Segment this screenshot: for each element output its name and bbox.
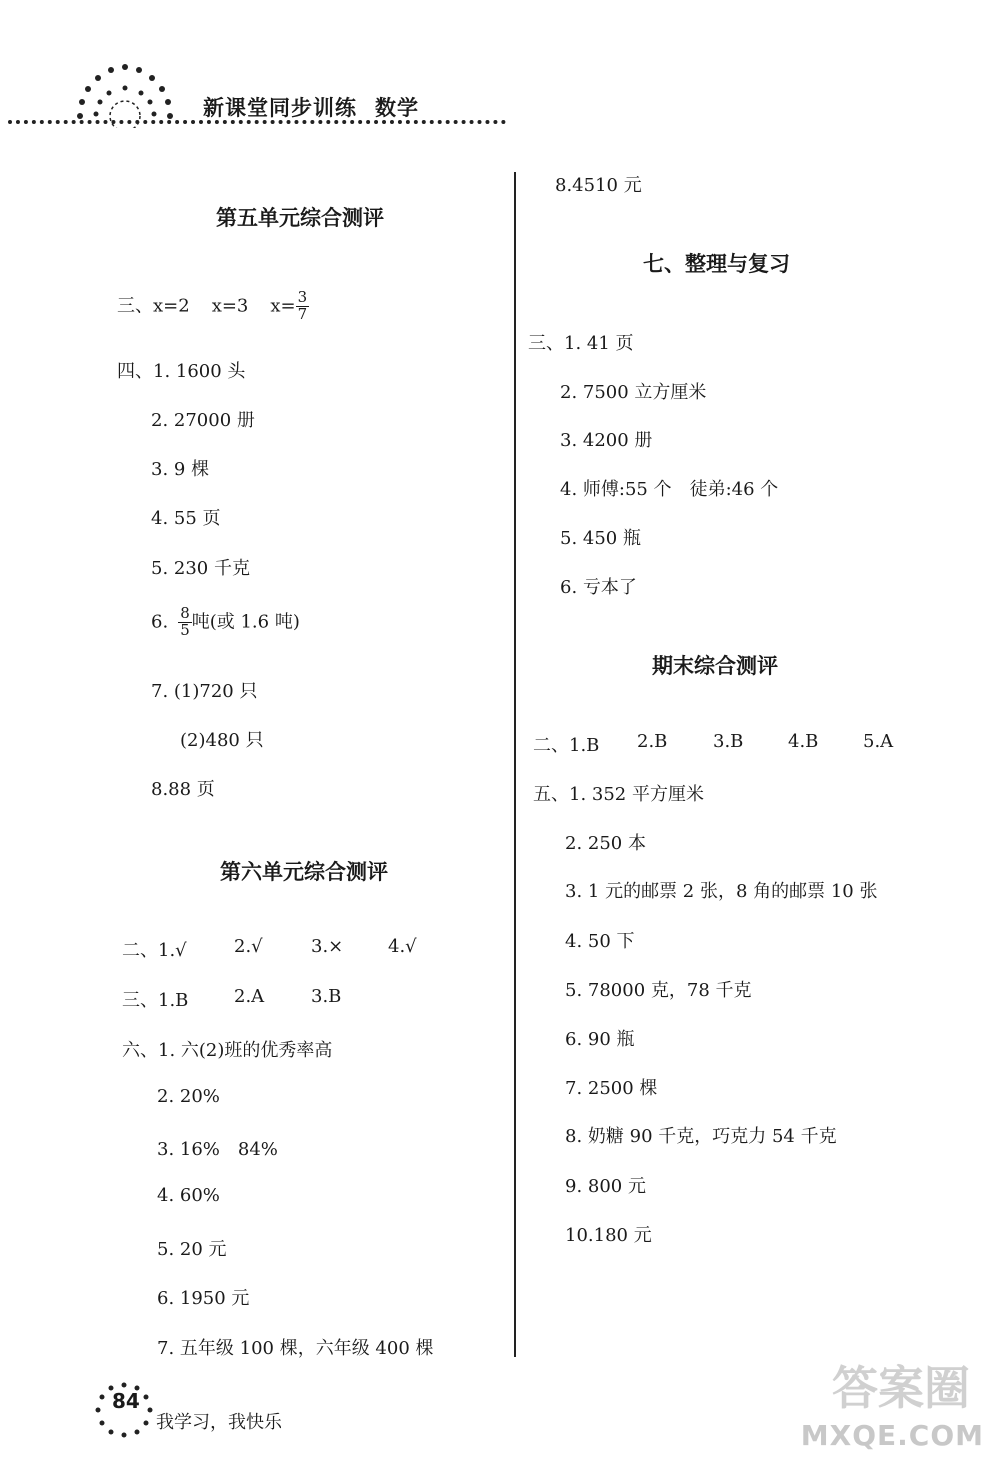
watermark-site: MXQE.COM xyxy=(800,1419,984,1452)
unit6-r2-3: 3.× xyxy=(311,936,344,957)
unit6-r2-1: 二、1.√ xyxy=(122,940,187,961)
final-r2-3: 3.B xyxy=(713,731,744,752)
final-l3: 3. 1 元的邮票 2 张，8 角的邮票 10 张 xyxy=(565,881,878,902)
fraction: $\frac{8}{5}$ xyxy=(180,604,190,639)
final-r2-5: 5.A xyxy=(863,731,894,752)
unit6-q6-4: 4. 60% xyxy=(157,1185,220,1206)
unit6-q6-2: 2. 20% xyxy=(157,1086,220,1107)
unit6-r2-4: 4.√ xyxy=(388,936,417,957)
header-title xyxy=(203,92,419,122)
header-dotted-rule xyxy=(8,120,506,124)
review-l3: 3. 4200 册 xyxy=(560,430,653,451)
review-l2: 2. 7500 立方厘米 xyxy=(560,382,707,403)
unit5-q3-c: x= xyxy=(270,295,296,317)
footer-slogan: 我学习，我快乐 xyxy=(156,1412,282,1433)
unit6-q6-3: 3. 16% 84% xyxy=(157,1139,278,1160)
unit5-q3-a: 三、x=2 xyxy=(117,295,190,317)
final-heading: 期末综合测评 xyxy=(652,653,778,678)
unit5-q3-b: x=3 xyxy=(211,295,249,317)
unit6-q6-6: 6. 1950 元 xyxy=(157,1288,250,1309)
final-r2-2: 2.B xyxy=(637,731,668,752)
review-l5: 5. 450 瓶 xyxy=(560,528,641,549)
final-l7: 7. 2500 棵 xyxy=(565,1078,658,1099)
final-l10: 10.180 元 xyxy=(565,1225,652,1246)
unit6-q6-7: 7. 五年级 100 棵，六年级 400 棵 xyxy=(157,1338,434,1359)
fraction: $\frac{3}{7}$ xyxy=(297,288,308,323)
final-l1: 五、1. 352 平方厘米 xyxy=(533,784,704,805)
unit6-heading: 第六单元综合测评 xyxy=(220,859,388,884)
review-heading: 七、整理与复习 xyxy=(643,251,790,276)
final-r2-1: 二、1.B xyxy=(533,735,600,756)
unit5-q4-5: 5. 230 千克 xyxy=(151,558,250,579)
unit5-q4-4: 4. 55 页 xyxy=(151,508,221,529)
unit5-q3 xyxy=(117,290,309,323)
unit5-q4-2: 2. 27000 册 xyxy=(151,410,255,431)
unit6-r3-3: 3.B xyxy=(311,986,342,1007)
final-l5: 5. 78000 克，78 千克 xyxy=(565,980,752,1001)
final-r2-4: 4.B xyxy=(788,731,819,752)
unit5-q4-8: 8.88 页 xyxy=(151,779,215,800)
final-l6: 6. 90 瓶 xyxy=(565,1029,635,1050)
header-dot-arc-icon xyxy=(60,58,190,128)
page-number: 84 xyxy=(112,1389,140,1413)
final-l8: 8. 奶糖 90 千克，巧克力 54 千克 xyxy=(565,1126,837,1147)
unit5-q4-7b: (2)480 只 xyxy=(180,730,264,751)
book-title: 新课堂同步训练 xyxy=(203,96,357,120)
final-l2: 2. 250 本 xyxy=(565,833,646,854)
unit5-q4-3: 3. 9 棵 xyxy=(151,459,210,480)
unit6-q6-5: 5. 20 元 xyxy=(157,1239,227,1260)
unit6-q6-1: 六、1. 六(2)班的优秀率高 xyxy=(122,1040,333,1061)
review-l4: 4. 师傅:55 个 徒弟:46 个 xyxy=(560,479,779,500)
unit5-q4-1: 四、1. 1600 头 xyxy=(117,361,246,382)
watermark-logo: 答案圈 xyxy=(832,1361,970,1415)
review-l1: 三、1. 41 页 xyxy=(528,333,634,354)
column-divider xyxy=(514,172,516,1357)
unit6-r2-2: 2.√ xyxy=(234,936,263,957)
unit5-q4-7a: 7. (1)720 只 xyxy=(151,681,258,702)
subject-label: 数学 xyxy=(375,96,419,120)
unit6-r3-1: 三、1.B xyxy=(122,990,189,1011)
unit5-q4-6: 6. $\frac{8}{5}$ 吨(或 1.6 吨) xyxy=(151,604,300,639)
final-l4: 4. 50 下 xyxy=(565,931,635,952)
review-l6: 6. 亏本了 xyxy=(560,577,637,598)
carryover-line: 8.4510 元 xyxy=(555,175,642,196)
unit6-r3-2: 2.A xyxy=(234,986,265,1007)
unit5-heading: 第五单元综合测评 xyxy=(216,205,384,230)
final-l9: 9. 800 元 xyxy=(565,1176,646,1197)
